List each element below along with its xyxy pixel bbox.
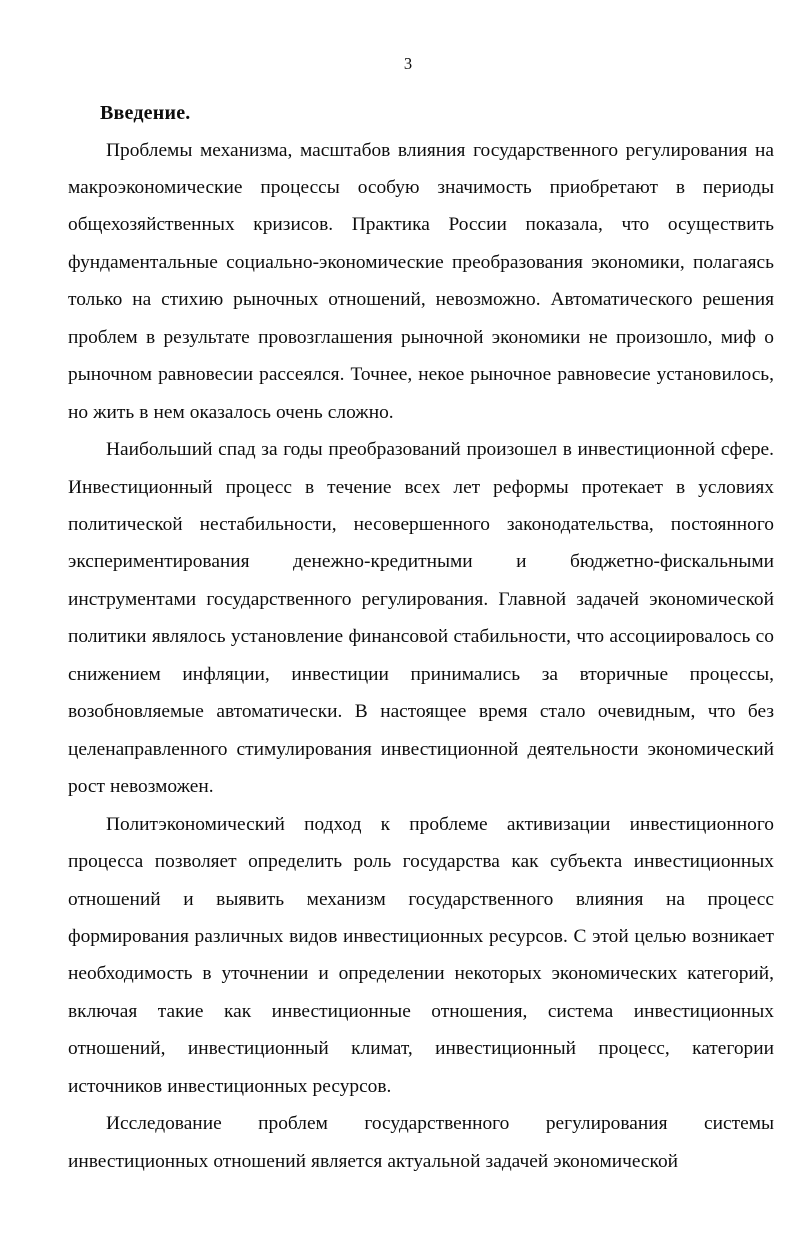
body-paragraph: Исследование проблем государственного регулирования системы инвестиционных отношений является актуальной задачей экономической [68, 1113, 774, 1172]
page-number: 3 [403, 54, 413, 73]
body-paragraph: Проблемы механизма, масштабов влияния государственного регулирования на макроэкономические процессы особую значимость приобретают в периоды общехозяйственных кризисов. Практика России показала, что осуществить фундаментальные социально-экономические преобразования экономики, полагаясь только на стихию рыночных отношений, невозможно. Автоматического решения проблем в результате провозглашения рыночной экономики не произошло, миф о рыночном равновесии рассеялся. Точнее, некое рыночное равновесие установилось, но жить в нем оказалось очень сложно. [68, 139, 774, 423]
body-paragraph: Наибольший спад за годы преобразований произошел в инвестиционной сфере. Инвестиционный процесс в течение всех лет реформы протекает в условиях политической нестабильности, несовершенного законодательства, постоянного экспериментирования денежно-кредитными и бюджетно-фискальными инструментами государственного регулирования. Главной задачей экономической политики являлось установление финансовой стабильности, что ассоциировалось со снижением инфляции, инвестиции принимались за вторичные процессы, возобновляемые автоматически. В настоящее время стало очевидным, что без целенаправленного стимулирования инвестиционной деятельности экономический рост невозможен. [68, 439, 774, 798]
page-title: Введение. [100, 101, 191, 124]
page-content [68, 99, 774, 1181]
body-paragraph: Политэкономический подход к проблеме активизации инвестиционного процесса позволяет определить роль государства как субъекта инвестиционных отношений и выявить механизм государственного влияния на процесс формирования различных видов инвестиционных ресурсов. С этой целью возникает необходимость в уточнении и определении некоторых экономических категорий, включая такие как инвестиционные отношения, система инвестиционных отношений, инвестиционный климат, инвестиционный процесс, категории источников инвестиционных ресурсов. [68, 813, 774, 1097]
